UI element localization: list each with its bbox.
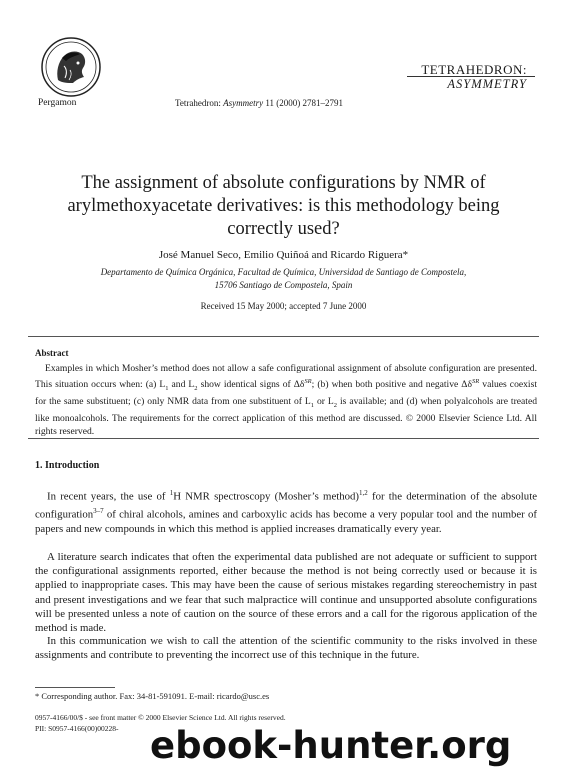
watermark-text: ebook-hunter.org — [150, 724, 512, 767]
publisher-name: Pergamon — [38, 98, 77, 108]
author-affiliation — [40, 266, 527, 291]
pergamon-logo — [40, 36, 102, 98]
intro-paragraph-3: In this communication we wish to call the attention of the scientific community to the risks involved in these assignments and contribute to preventing the incorrect use of this technique in the future. — [35, 635, 537, 662]
intro-paragraph-1: In recent years, the use of $^1$H NMR spectroscopy (Mosher’s method)$^{1,2}$ for the determination of the absolute configuration$^{3-7}$ of chiral alcohols, amines and carboxylic acids has become a very popular tool and the number of papers and new compounds in which this method is applied increases dramatically every year. — [35, 489, 537, 535]
intro-paragraph-2: A literature search indicates that often the experimental data published are not adequate or sufficient to support the configurational assignments reported, either because the method is not being correctly used or because it is applied to inappropriate cases. This may have been the cause of serious mistakes regarding stereochemistry in past and present investigations and we fear that such malpractice will continue and unsupported absolute configurations will be presented unless a note of caution on the source of these errors and a call for the rigorous application of the method is made. — [35, 551, 537, 635]
abstract-heading: Abstract — [35, 348, 69, 358]
abstract-bottom-rule — [28, 438, 539, 439]
journal-name-line2: ASYMMETRY — [447, 77, 527, 91]
article-title: The assignment of absolute configurations by NMR of arylmethoxyacetate derivatives: is this methodology being correctly used? — [67, 173, 500, 239]
section-heading-introduction: 1. Introduction — [35, 460, 100, 471]
abstract-top-rule — [28, 336, 539, 337]
journal-citation: Tetrahedron: Asymmetry 11 (2000) 2781–2791 — [175, 98, 344, 108]
journal-name-line1: TETRAHEDRON: — [421, 62, 527, 77]
footnote-rule — [35, 687, 115, 688]
received-dates: Received 15 May 2000; accepted 7 June 2000 — [200, 301, 367, 311]
affiliation-line1: Departamento de Química Orgánica, Facultad de Química, Universidad de Santiago de Compostela, — [100, 267, 467, 277]
article-authors: José Manuel Seco, Emilio Quiñoá and Ricardo Riguera* — [158, 249, 409, 261]
corresponding-author-footnote: * Corresponding author. Fax: 34-81-591091. E-mail: ricardo@usc.es — [35, 691, 270, 701]
affiliation-line2: 15706 Santiago de Compostela, Spain — [214, 279, 353, 290]
abstract-body: Examples in which Mosher’s method does not allow a safe configurational assignment of absolute configuration are presented. This situation occurs when: (a) $L_1$ and $L_2$ show identical signs of $\Delta\delta^{SR}$; (b) when both positive and negative $\Delta\delta^{SR}$ values coexist for the same substituent; (c) only NMR data from one substituent of $L_1$ or $L_2$ is available; and (d) when polyalcohols are treated like monoalcohols. The requirements for the correct application of this method are discussed. © 2000 Elsevier Science Ltd. All rights reserved. — [35, 363, 537, 437]
copyright-line: 0957-4166/00/$ - see front matter © 2000 Elsevier Science Ltd. All rights reserved. — [35, 713, 286, 722]
pii-line: PII: S0957-4166(00)00228- — [35, 724, 119, 733]
journal-masthead — [421, 62, 527, 92]
